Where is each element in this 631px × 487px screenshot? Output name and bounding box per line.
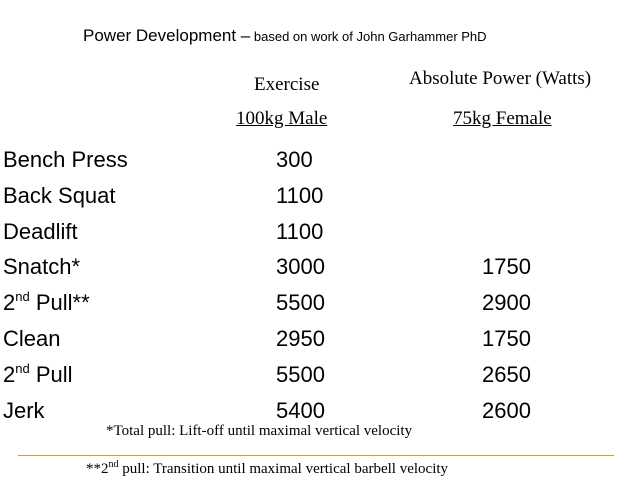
exercise-name: Jerk bbox=[3, 397, 45, 423]
exercise-name-sup: nd bbox=[15, 360, 30, 376]
table-row bbox=[0, 322, 631, 358]
header-absolute-power: Absolute Power (Watts) bbox=[409, 68, 592, 89]
exercise-name-post: Pull bbox=[29, 361, 73, 387]
male-power: 5500 bbox=[276, 290, 325, 316]
footnote-second-pull-sup: nd bbox=[108, 459, 119, 470]
female-power: 2600 bbox=[482, 397, 531, 423]
exercise-name: Deadlift bbox=[3, 218, 78, 244]
exercise-name-pre: 2 bbox=[3, 290, 16, 316]
exercise-name-pre: 2 bbox=[3, 361, 16, 387]
male-power: 1100 bbox=[276, 218, 324, 244]
header-exercise: Exercise bbox=[254, 74, 320, 95]
male-power: 1100 bbox=[276, 182, 324, 208]
table-row bbox=[0, 358, 631, 394]
page-title bbox=[83, 26, 487, 46]
table-row bbox=[0, 215, 631, 251]
footnote-divider bbox=[18, 455, 614, 456]
exercise-name bbox=[3, 362, 73, 388]
footnote-second-pull-post: pull: Transition until maximal vertical barbell velocity bbox=[118, 461, 449, 477]
male-power: 300 bbox=[276, 147, 313, 172]
header-female: 75kg Female bbox=[453, 108, 552, 129]
footnote-second-pull bbox=[86, 461, 448, 478]
exercise-name: Back Squat bbox=[3, 182, 116, 208]
footnote-total-pull: *Total pull: Lift-off until maximal vertical velocity bbox=[106, 423, 413, 439]
female-power: 1750 bbox=[482, 254, 531, 280]
exercise-name-post: Pull** bbox=[29, 290, 90, 316]
female-power: 2650 bbox=[482, 361, 531, 387]
table-row bbox=[0, 286, 631, 322]
male-power: 5500 bbox=[276, 361, 325, 387]
header-male: 100kg Male bbox=[236, 108, 328, 129]
table-row bbox=[0, 179, 631, 215]
exercise-name: Snatch* bbox=[3, 254, 81, 280]
female-power: 1750 bbox=[482, 325, 531, 351]
power-table bbox=[0, 143, 631, 429]
title-main: Power Development – bbox=[83, 26, 251, 45]
female-power: 2900 bbox=[482, 290, 531, 316]
male-power: 3000 bbox=[276, 254, 325, 280]
exercise-name: Bench Press bbox=[3, 147, 128, 172]
exercise-name bbox=[3, 290, 90, 316]
exercise-name: Clean bbox=[3, 325, 61, 351]
male-power: 5400 bbox=[276, 397, 325, 423]
title-subtitle: based on work of John Garhammer PhD bbox=[250, 29, 487, 44]
table-row bbox=[0, 250, 631, 286]
exercise-name-sup: nd bbox=[15, 289, 30, 305]
table-row bbox=[0, 143, 631, 179]
male-power: 2950 bbox=[276, 325, 325, 351]
footnote-second-pull-pre: **2 bbox=[86, 461, 109, 477]
